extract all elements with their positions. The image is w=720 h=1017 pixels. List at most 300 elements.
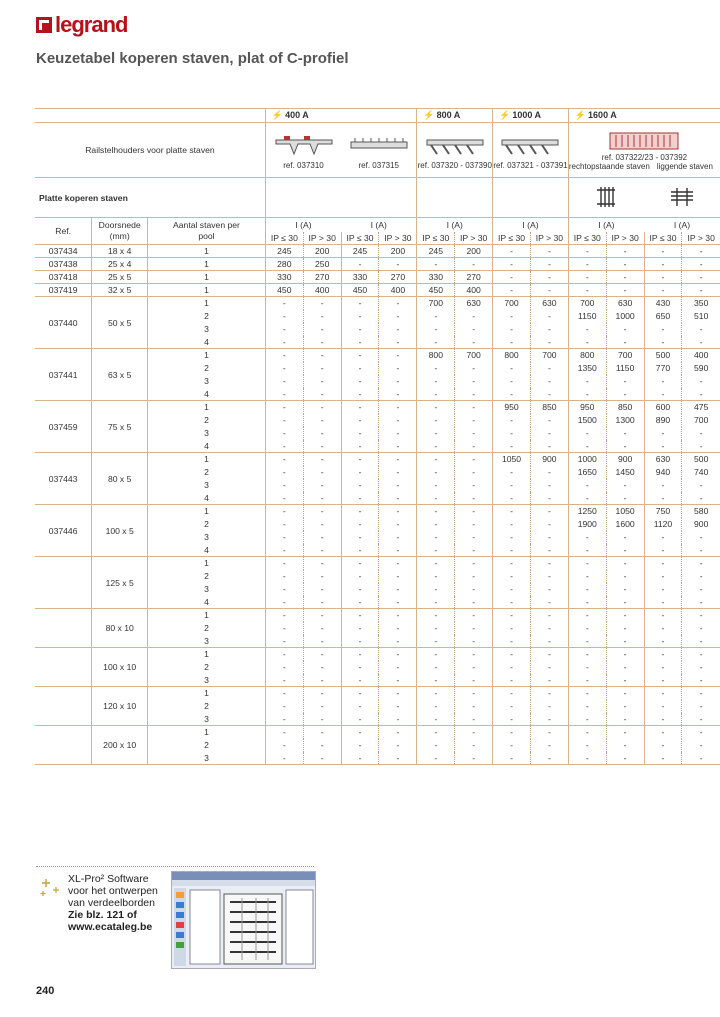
current-value-cell: -	[455, 440, 493, 453]
rail-holder-icon	[274, 132, 334, 160]
current-value-cell: -	[530, 739, 568, 752]
current-value-cell: -	[455, 570, 493, 583]
current-value-cell: -	[379, 310, 417, 323]
current-value-cell: -	[265, 440, 303, 453]
current-value-cell: -	[530, 726, 568, 739]
rail-holder-icon	[425, 132, 485, 160]
current-value-cell: -	[379, 401, 417, 414]
section-cell: 100 x 5	[92, 505, 148, 557]
current-value-cell: -	[341, 297, 379, 310]
current-value-cell: -	[341, 492, 379, 505]
current-value-cell: -	[530, 752, 568, 765]
current-value-cell: 1000	[606, 310, 644, 323]
horizontal-bars-icon	[669, 186, 695, 208]
current-value-cell: -	[530, 648, 568, 661]
section-title: Platte koperen staven	[39, 192, 128, 203]
current-value-cell: -	[455, 388, 493, 401]
current-value-cell: -	[493, 713, 531, 726]
current-value-cell: -	[644, 271, 682, 284]
current-value-cell: -	[568, 258, 606, 271]
current-value-cell: -	[417, 609, 455, 622]
current-value-cell: -	[644, 440, 682, 453]
current-value-cell: 700	[606, 349, 644, 362]
current-value-cell: -	[303, 505, 341, 518]
vertical-bars-icon	[593, 186, 619, 208]
bars-per-pole-cell: 3	[148, 713, 266, 726]
ref-cell	[35, 648, 92, 687]
current-value-cell: -	[493, 635, 531, 648]
current-value-cell: 1350	[568, 362, 606, 375]
current-value-cell: -	[341, 505, 379, 518]
current-value-cell: -	[606, 492, 644, 505]
current-value-cell: -	[682, 388, 720, 401]
current-value-cell: -	[530, 479, 568, 492]
current-value-cell: -	[493, 648, 531, 661]
current-value-cell: -	[265, 479, 303, 492]
current-value-cell: -	[644, 245, 682, 258]
current-value-cell: -	[530, 622, 568, 635]
current-value-cell: 450	[341, 284, 379, 297]
current-value-cell: -	[606, 531, 644, 544]
current-value-cell: -	[606, 271, 644, 284]
current-value-cell: -	[455, 622, 493, 635]
current-value-cell: -	[303, 297, 341, 310]
current-value-cell: -	[303, 414, 341, 427]
section-cell: 18 x 4	[92, 245, 148, 258]
current-value-cell: -	[303, 752, 341, 765]
current-value-cell: -	[644, 375, 682, 388]
bars-per-pole-cell: 1	[148, 609, 266, 622]
ref-cell: 037459	[48, 421, 78, 432]
current-value-cell: -	[530, 258, 568, 271]
bars-per-pole-cell: 2	[148, 570, 266, 583]
current-value-cell: -	[644, 427, 682, 440]
ip-gt-header: IP > 30	[379, 232, 417, 245]
current-value-cell: -	[530, 518, 568, 531]
col-bars: Aantal staven per pool	[148, 218, 266, 245]
current-value-cell: -	[682, 427, 720, 440]
ip-gt-header: IP > 30	[606, 232, 644, 245]
current-value-cell: -	[493, 258, 531, 271]
current-value-cell: -	[493, 609, 531, 622]
current-value-cell: 750	[644, 505, 682, 518]
current-value-cell: -	[455, 648, 493, 661]
current-value-cell: -	[682, 687, 720, 700]
current-value-cell: -	[682, 726, 720, 739]
current-value-cell: -	[303, 635, 341, 648]
current-value-cell: -	[265, 752, 303, 765]
current-value-cell: -	[530, 505, 568, 518]
current-value-cell: -	[644, 531, 682, 544]
ip-gt-header: IP > 30	[682, 232, 720, 245]
current-value-cell: -	[417, 362, 455, 375]
table-row	[35, 687, 720, 700]
amp-row	[35, 109, 720, 123]
section-cell: 100 x 10	[92, 648, 148, 687]
current-value-cell: -	[379, 466, 417, 479]
current-value-cell: -	[455, 661, 493, 674]
ip-gt-header: IP > 30	[303, 232, 341, 245]
ref-cell	[35, 609, 92, 648]
current-value-cell: -	[568, 648, 606, 661]
current-value-cell: -	[568, 479, 606, 492]
current-value-cell: 1300	[606, 414, 644, 427]
current-value-cell: -	[455, 323, 493, 336]
current-value-cell: -	[644, 557, 682, 570]
current-value-cell: -	[417, 310, 455, 323]
current-value-cell: 890	[644, 414, 682, 427]
current-value-cell: -	[455, 557, 493, 570]
current-value-cell: 245	[341, 245, 379, 258]
current-value-cell: -	[341, 713, 379, 726]
table-body	[35, 245, 720, 765]
current-value-cell: -	[530, 245, 568, 258]
current-value-cell: -	[303, 336, 341, 349]
lightning-icon: ⚡	[271, 110, 284, 120]
current-value-cell: -	[265, 336, 303, 349]
current-value-cell: -	[303, 375, 341, 388]
current-value-cell: -	[265, 310, 303, 323]
current-value-cell: -	[644, 609, 682, 622]
current-value-cell: -	[606, 323, 644, 336]
bars-per-pole-cell: 1	[148, 505, 266, 518]
current-value-cell: -	[530, 362, 568, 375]
current-value-cell: -	[303, 726, 341, 739]
current-value-cell: -	[417, 739, 455, 752]
current-value-cell: -	[379, 648, 417, 661]
ip-le-header: IP ≤ 30	[417, 232, 455, 245]
software-promo: XL-Pro² Software voor het ontwerpen van verdeelborden Zie blz. 121 of www.ecataleg.be	[36, 866, 314, 969]
ref-cell	[35, 687, 92, 726]
current-value-cell: -	[341, 531, 379, 544]
current-value-cell: -	[455, 401, 493, 414]
current-value-cell: 950	[568, 401, 606, 414]
ip-le-header: IP ≤ 30	[341, 232, 379, 245]
current-value-cell: -	[606, 245, 644, 258]
ref-cell: 037418	[48, 272, 78, 282]
current-value-cell: -	[341, 258, 379, 271]
current-value-cell: -	[303, 349, 341, 362]
current-value-cell: -	[644, 687, 682, 700]
current-value-cell: -	[530, 492, 568, 505]
current-value-cell: 700	[682, 414, 720, 427]
current-value-cell: -	[455, 596, 493, 609]
current-value-cell: -	[682, 531, 720, 544]
current-value-cell: -	[379, 752, 417, 765]
rail-037310: ref. 037310	[265, 123, 341, 178]
bars-per-pole-cell: 3	[148, 479, 266, 492]
current-value-cell: 400	[379, 284, 417, 297]
current-value-cell: -	[568, 687, 606, 700]
current-value-cell: -	[493, 661, 531, 674]
current-value-cell: -	[530, 544, 568, 557]
table-row	[35, 453, 720, 466]
table-row	[35, 505, 720, 518]
current-value-cell: 330	[341, 271, 379, 284]
current-value-cell: -	[341, 674, 379, 687]
bars-per-pole-cell: 1	[148, 726, 266, 739]
current-value-cell: -	[265, 544, 303, 557]
current-value-cell: -	[379, 492, 417, 505]
lightning-icon: ⚡	[574, 110, 587, 120]
current-value-cell: -	[379, 583, 417, 596]
current-value-cell: -	[530, 310, 568, 323]
sparkle-icon	[38, 877, 66, 899]
current-value-cell: -	[493, 245, 531, 258]
current-value-cell: -	[341, 635, 379, 648]
current-value-cell: -	[341, 739, 379, 752]
current-value-cell: -	[303, 479, 341, 492]
legrand-logo	[36, 14, 127, 36]
current-value-cell: 270	[303, 271, 341, 284]
current-value-cell: 580	[682, 505, 720, 518]
current-value-cell: -	[530, 531, 568, 544]
current-value-cell: -	[568, 713, 606, 726]
bars-per-pole-cell: 2	[148, 466, 266, 479]
page-title: Keuzetabel koperen staven, plat of C-profiel	[36, 50, 349, 67]
current-value-cell: -	[379, 609, 417, 622]
bars-per-pole-cell: 2	[148, 310, 266, 323]
current-value-cell: -	[341, 362, 379, 375]
current-value-cell: -	[265, 557, 303, 570]
section-cell: 80 x 10	[92, 609, 148, 648]
current-value-cell: -	[682, 648, 720, 661]
table-row	[35, 648, 720, 661]
current-value-cell: -	[303, 401, 341, 414]
current-value-cell: -	[644, 700, 682, 713]
amp-1600: ⚡ 1600 A	[568, 109, 720, 123]
current-value-cell: -	[379, 570, 417, 583]
current-value-cell: -	[493, 505, 531, 518]
current-value-cell: -	[303, 310, 341, 323]
current-value-cell: -	[530, 687, 568, 700]
current-value-cell: -	[417, 661, 455, 674]
current-value-cell: 200	[455, 245, 493, 258]
current-value-cell: -	[606, 375, 644, 388]
current-value-cell: -	[606, 479, 644, 492]
current-value-cell: -	[303, 609, 341, 622]
current-value-cell: -	[493, 323, 531, 336]
current-value-cell: 450	[265, 284, 303, 297]
current-value-cell: -	[341, 752, 379, 765]
bars-per-pole-cell: 4	[148, 596, 266, 609]
current-value-cell: -	[265, 609, 303, 622]
bars-per-pole-cell: 1	[148, 297, 266, 310]
bars-per-pole-cell: 3	[148, 323, 266, 336]
current-value-cell: 1050	[606, 505, 644, 518]
current-value-cell: -	[417, 674, 455, 687]
current-value-cell: -	[303, 323, 341, 336]
amp-400: ⚡ 400 A	[265, 109, 416, 123]
current-value-cell: -	[303, 388, 341, 401]
current-value-cell: -	[644, 622, 682, 635]
current-value-cell: -	[379, 739, 417, 752]
ip-gt-header: IP > 30	[530, 232, 568, 245]
table-row	[35, 349, 720, 362]
section-row	[35, 178, 720, 218]
bars-per-pole-cell: 3	[148, 752, 266, 765]
page-number: 240	[36, 985, 55, 997]
current-value-cell: -	[530, 557, 568, 570]
current-value-cell: -	[682, 583, 720, 596]
amp-800: ⚡ 800 A	[417, 109, 493, 123]
current-value-cell: -	[644, 479, 682, 492]
current-value-cell: -	[265, 635, 303, 648]
current-value-cell: -	[455, 726, 493, 739]
current-value-cell: -	[303, 362, 341, 375]
current-value-cell: -	[606, 544, 644, 557]
current-value-cell: -	[682, 479, 720, 492]
current-value-cell: -	[303, 453, 341, 466]
current-value-cell: -	[379, 557, 417, 570]
current-value-cell: 1450	[606, 466, 644, 479]
current-value-cell: 400	[303, 284, 341, 297]
section-cell: 120 x 10	[92, 687, 148, 726]
current-value-cell: -	[606, 687, 644, 700]
current-value-cell: 950	[493, 401, 531, 414]
bars-per-pole-cell: 3	[148, 583, 266, 596]
current-value-cell: -	[417, 466, 455, 479]
rail-037322: ref. 037322/23 - 037392 rechtopstaande staven liggende staven	[568, 123, 720, 178]
current-value-cell: -	[606, 752, 644, 765]
current-value-cell: 430	[644, 297, 682, 310]
ip-le-header: IP ≤ 30	[568, 232, 606, 245]
current-value-cell: -	[568, 531, 606, 544]
current-value-cell: -	[303, 583, 341, 596]
current-value-cell: -	[493, 557, 531, 570]
current-value-cell: -	[379, 297, 417, 310]
current-value-cell: -	[682, 700, 720, 713]
bars-per-pole-cell: 4	[148, 336, 266, 349]
current-value-cell: -	[455, 453, 493, 466]
current-value-cell: -	[265, 518, 303, 531]
current-value-cell: -	[379, 479, 417, 492]
current-value-cell: -	[682, 570, 720, 583]
current-value-cell: -	[455, 375, 493, 388]
current-value-cell: 400	[455, 284, 493, 297]
current-value-cell: 900	[682, 518, 720, 531]
ref-cell: 037419	[48, 285, 78, 295]
section-cell: 80 x 5	[92, 453, 148, 505]
current-value-cell: -	[265, 570, 303, 583]
current-value-cell: -	[644, 635, 682, 648]
current-value-cell: 270	[455, 271, 493, 284]
current-value-cell: -	[493, 388, 531, 401]
current-value-cell: -	[682, 492, 720, 505]
current-value-cell: -	[379, 687, 417, 700]
current-value-cell: -	[568, 739, 606, 752]
rail-holder-icon	[349, 132, 409, 160]
current-value-cell: -	[379, 427, 417, 440]
current-value-cell: 350	[682, 297, 720, 310]
current-value-cell: -	[341, 427, 379, 440]
section-cell: 125 x 5	[92, 557, 148, 609]
current-value-cell: -	[455, 752, 493, 765]
bars-per-pole-cell: 3	[148, 531, 266, 544]
current-value-cell: -	[417, 505, 455, 518]
current-value-cell: -	[455, 544, 493, 557]
current-value-cell: -	[341, 622, 379, 635]
current-value-cell: -	[379, 258, 417, 271]
current-value-cell: -	[493, 570, 531, 583]
ip-le-header: IP ≤ 30	[265, 232, 303, 245]
current-value-cell: -	[568, 271, 606, 284]
current-value-cell: -	[341, 583, 379, 596]
current-value-cell: -	[606, 388, 644, 401]
current-value-cell: -	[568, 570, 606, 583]
current-value-cell: -	[417, 453, 455, 466]
current-value-cell: -	[682, 596, 720, 609]
current-value-cell: 800	[568, 349, 606, 362]
current-value-cell: -	[644, 570, 682, 583]
bars-per-pole-cell: 1	[148, 284, 266, 297]
current-value-cell: 900	[530, 453, 568, 466]
current-value-cell: -	[568, 375, 606, 388]
bars-per-pole-cell: 1	[148, 258, 266, 271]
current-value-cell: -	[493, 492, 531, 505]
current-value-cell: -	[644, 726, 682, 739]
current-value-cell: -	[303, 544, 341, 557]
current-value-cell: 200	[303, 245, 341, 258]
current-value-cell: -	[568, 427, 606, 440]
current-value-cell: -	[644, 323, 682, 336]
current-value-cell: -	[341, 375, 379, 388]
ip-gt-header: IP > 30	[455, 232, 493, 245]
current-value-cell: -	[606, 427, 644, 440]
ip-le-header: IP ≤ 30	[644, 232, 682, 245]
current-value-cell: -	[265, 427, 303, 440]
bars-per-pole-cell: 2	[148, 518, 266, 531]
current-value-cell: -	[530, 388, 568, 401]
current-value-cell: -	[455, 362, 493, 375]
current-value-cell: 630	[644, 453, 682, 466]
current-value-cell: -	[417, 726, 455, 739]
current-value-cell: -	[303, 661, 341, 674]
current-value-cell: 1050	[493, 453, 531, 466]
current-value-cell: -	[644, 388, 682, 401]
current-value-cell: -	[341, 609, 379, 622]
current-value-cell: -	[682, 609, 720, 622]
bars-per-pole-cell: 1	[148, 687, 266, 700]
current-value-cell: -	[265, 362, 303, 375]
current-value-cell: 500	[682, 453, 720, 466]
current-value-cell: -	[417, 635, 455, 648]
ref-cell: 037434	[48, 246, 78, 256]
current-value-cell: -	[530, 414, 568, 427]
current-value-cell: -	[493, 531, 531, 544]
current-value-cell: -	[568, 544, 606, 557]
current-value-cell: -	[265, 505, 303, 518]
rail-label: Railstelhouders voor platte staven	[85, 145, 215, 155]
ref-cell: 037440	[48, 317, 78, 328]
current-value-cell: -	[606, 726, 644, 739]
current-value-cell: -	[568, 323, 606, 336]
current-value-cell: -	[606, 440, 644, 453]
current-value-cell: 600	[644, 401, 682, 414]
current-value-cell: -	[606, 622, 644, 635]
current-value-cell: 1150	[568, 310, 606, 323]
current-value-cell: -	[379, 505, 417, 518]
current-value-cell: -	[265, 453, 303, 466]
current-value-cell: -	[493, 479, 531, 492]
current-value-cell: -	[303, 466, 341, 479]
current-value-cell: -	[265, 492, 303, 505]
current-value-cell: -	[606, 583, 644, 596]
current-value-cell: -	[606, 739, 644, 752]
current-value-cell: -	[493, 310, 531, 323]
current-value-cell: -	[303, 557, 341, 570]
current-value-cell: -	[568, 245, 606, 258]
